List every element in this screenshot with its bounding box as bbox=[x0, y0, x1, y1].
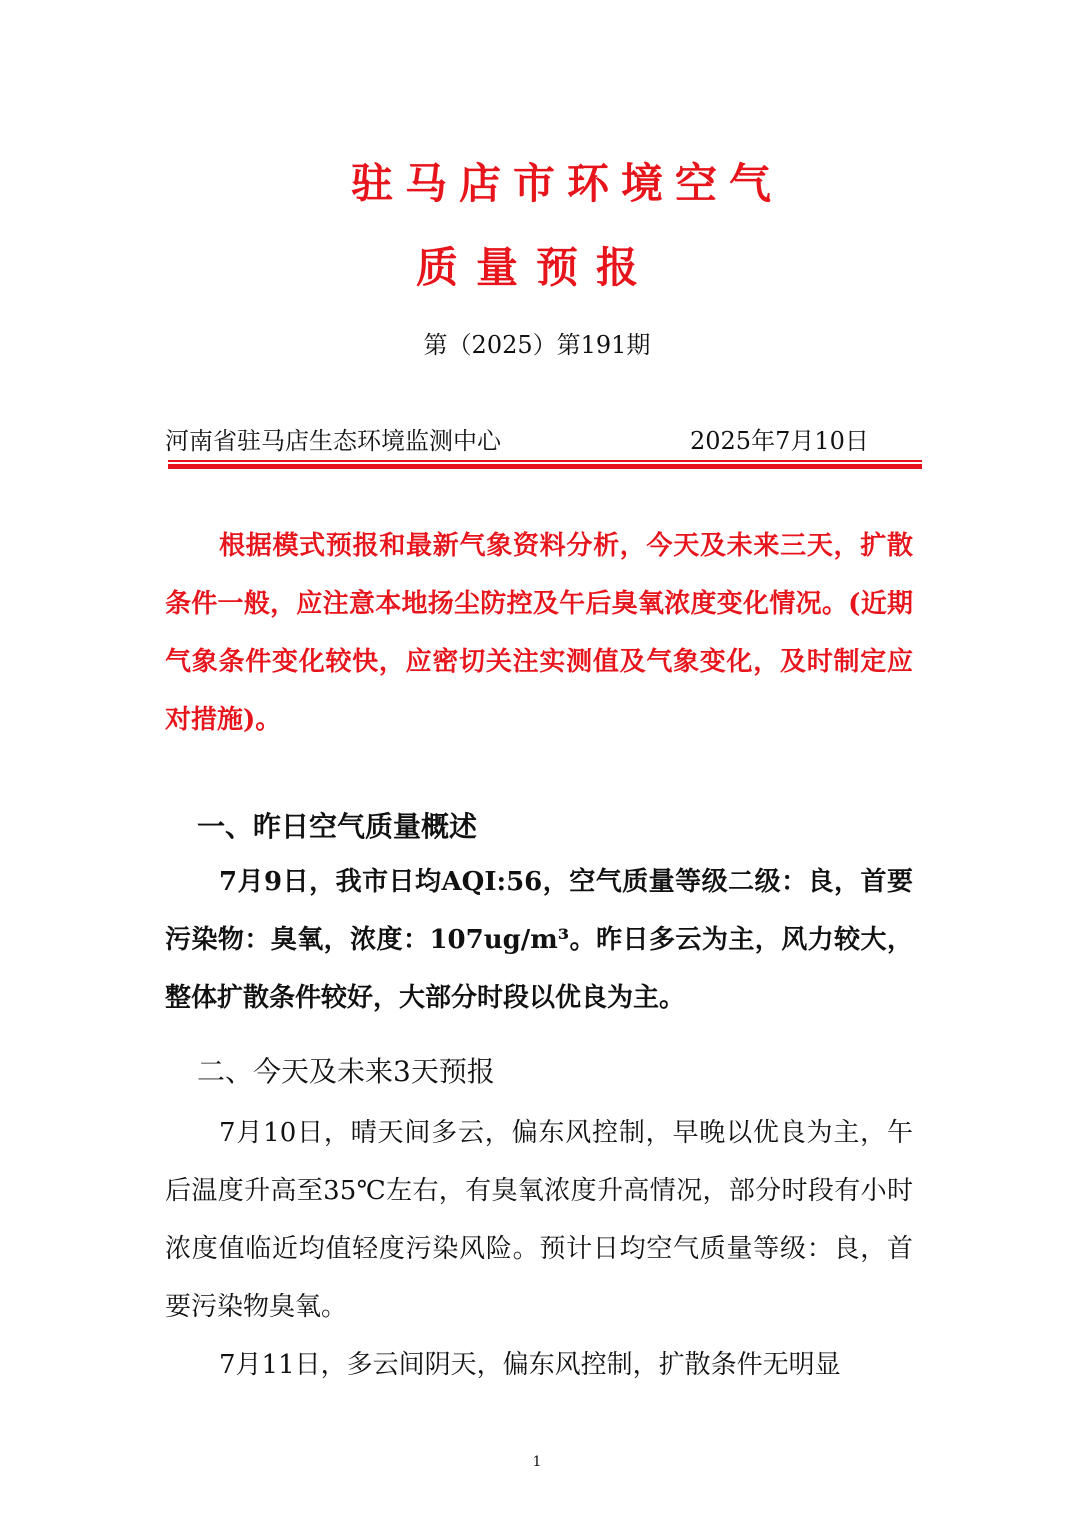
yesterday-summary-paragraph: 7月9日，我市日均AQI:56，空气质量等级二级：良，首要污染物：臭氧，浓度：107ug/m³。昨日多云为主，风力较大，整体扩散条件较好，大部分时段以优良为主。 bbox=[165, 867, 913, 1013]
forecast-day1-paragraph: 7月10日，晴天间多云，偏东风控制，早晚以优良为主，午后温度升高至35℃左右，有臭氧浓度升高情况，部分时段有小时浓度值临近均值轻度污染风险。预计日均空气质量等级：良，首要污染物臭氧。 bbox=[165, 1118, 913, 1322]
issuing-organization: 河南省驻马店生态环境监测中心 bbox=[165, 427, 501, 455]
forecast-summary-note: 根据模式预报和最新气象资料分析，今天及未来三天，扩散条件一般，应注意本地扬尘防控及午后臭氧浓度变化情况。(近期气象条件变化较快，应密切关注实测值及气象变化，及时制定应对措施)。 bbox=[165, 531, 913, 735]
forecast-day2-paragraph: 7月11日，多云间阴天，偏东风控制，扩散条件无明显 bbox=[219, 1350, 841, 1380]
issue-number: 第（2025）第191期 bbox=[423, 331, 651, 359]
header-rule-thin bbox=[168, 460, 922, 462]
header-rule-thick bbox=[168, 464, 922, 469]
page-number: 1 bbox=[532, 1454, 542, 1470]
issue-date: 2025年7月10日 bbox=[690, 427, 869, 455]
document-title-line1: 驻马店市环境空气 bbox=[350, 159, 783, 208]
section-heading-yesterday: 一、昨日空气质量概述 bbox=[197, 810, 478, 843]
section-heading-forecast: 二、今天及未来3天预报 bbox=[197, 1055, 495, 1088]
document-title-line2: 质量预报 bbox=[416, 243, 657, 292]
